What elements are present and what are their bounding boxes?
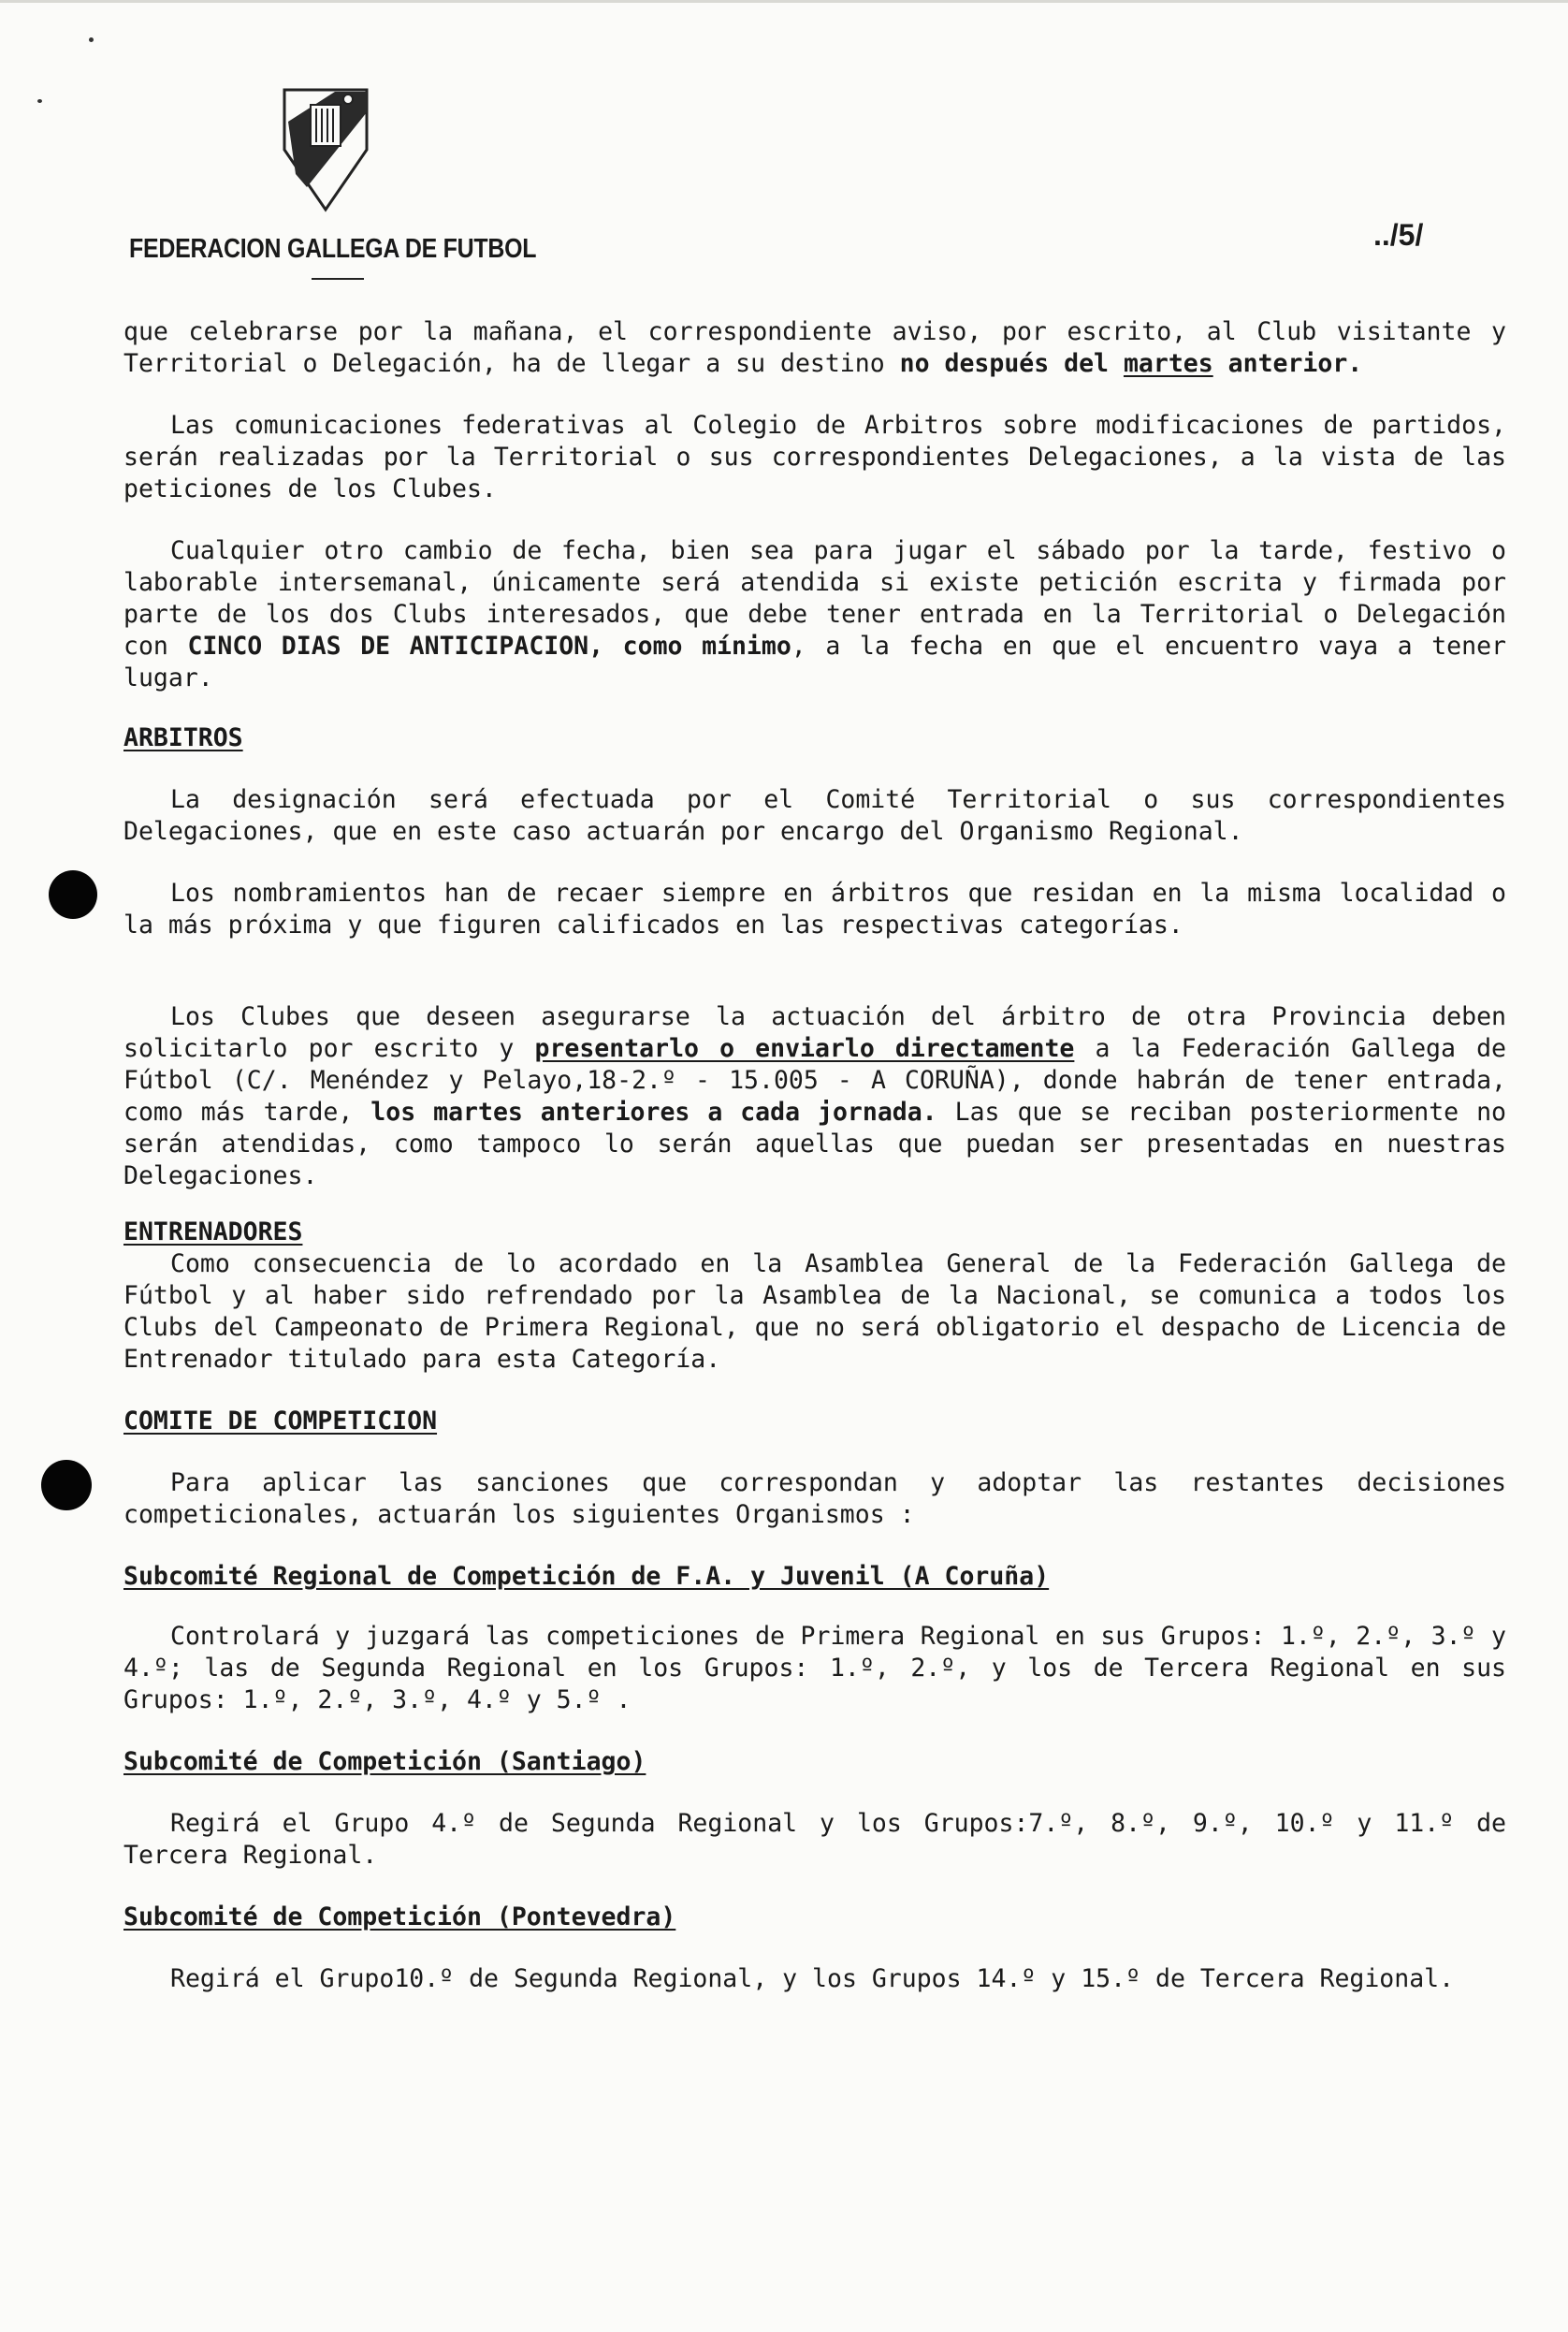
bold-text: no después del	[899, 349, 1124, 378]
paragraph-subcomite-santiago: Regirá el Grupo 4.º de Segunda Regional y los Grupos:7.º, 8.º, 9.º, 10.º y 11.º de Tercera Regional.	[123, 1809, 1506, 1870]
paragraph-designacion: La designación será efectuada por el Comité Territorial o sus correspondientes Delegaciones, que en este caso actuarán por encargo del Organismo Regional.	[123, 785, 1506, 846]
organization-name: FEDERACION GALLEGA DE FUTBOL	[129, 234, 537, 264]
text: , a la fecha en que el encuentro vaya a tener lugar.	[123, 632, 1506, 692]
scan-speck	[37, 99, 42, 103]
bold-text: los martes anteriores a cada jornada.	[370, 1098, 937, 1127]
paragraph-clubes	[123, 1001, 1506, 1192]
bold-underlined-text: presentarlo o enviarlo directamente	[534, 1034, 1075, 1063]
heading-entrenadores: ENTRENADORES	[123, 1217, 303, 1246]
bold-underlined-text: martes	[1123, 349, 1213, 378]
heading-arbitros: ARBITROS	[123, 723, 243, 752]
heading-subcomite-coruna: Subcomité Regional de Competición de F.A. y Juvenil (A Coruña)	[123, 1562, 1050, 1591]
paragraph-entrenadores: Como consecuencia de lo acordado en la Asamblea General de la Federación Gallega de Fútbol y al haber sido refrendado por la Asamblea de la Nacional, se comunica a todos los Clubs del Campeonato de Primera Regional, que no será obligatorio el despacho de Licencia de Entrenador titulado para esta Categoría.	[123, 1249, 1506, 1374]
paragraph-nombramientos: Los nombramientos han de recaer siempre en árbitros que residan en la misma localidad o la más próxima y que figuren calificados en las respectivas categorías.	[123, 879, 1506, 940]
heading-comite-competicion: COMITE DE COMPETICION	[123, 1406, 438, 1436]
text: Los Clubes que deseen asegurarse la actuación del árbitro de otra Provincia deben solicitarlo por escrito y	[123, 1002, 1506, 1063]
paragraph-comunicaciones: Las comunicaciones federativas al Colegio de Arbitros sobre modificaciones de partidos, serán realizadas por la Territorial o sus correspondientes Delegaciones, a la vista de las peticiones de los Clubes.	[123, 411, 1506, 503]
text: Las que se reciban posteriormente no serán atendidas, como tampoco lo serán aquellas que puedan ser presentadas en nuestras Delegaciones.	[123, 1098, 1507, 1190]
document-body	[123, 316, 1506, 1995]
bold-text: anterior.	[1212, 349, 1363, 378]
text: que celebrarse por la mañana, el correspondiente aviso, por escrito, al Club visitante y Territorial o Delegación, ha de llegar a su destino	[123, 317, 1506, 378]
scan-speck	[89, 37, 94, 42]
scan-top-edge	[0, 0, 1568, 3]
paragraph-sanciones: Para aplicar las sanciones que correspondan y adoptar las restantes decisiones competicionales, actuarán los siguientes Organismos :	[123, 1468, 1506, 1529]
header-rule	[312, 278, 364, 280]
paragraph-subcomite-pontevedra: Regirá el Grupo10.º de Segunda Regional, y los Grupos 14.º y 15.º de Tercera Regional.	[170, 1964, 1455, 1993]
punch-hole-upper	[49, 870, 97, 919]
paragraph-aviso	[123, 316, 1506, 380]
text: a la Federación Gallega de Fútbol (C/. Menéndez y Pelayo,18-2.º - 15.005 - A CORUÑA), donde habrán de tener entrada, como más tarde,	[123, 1034, 1506, 1127]
page-marker: ../5/	[1373, 218, 1424, 252]
text: Cualquier otro cambio de fecha, bien sea para jugar el sábado por la tarde, festivo o laborable intersemanal, únicamente será atendida si existe petición escrita y firmada por parte de los dos Clubs interesados, que debe tener entrada en la Territorial o Delegación con	[123, 536, 1506, 661]
paragraph-subcomite-coruna: Controlará y juzgará las competiciones de Primera Regional en sus Grupos: 1.º, 2.º, 3.º y 4.º; las de Segunda Regional en los Grupos: 1.º, 2.º, y los de Tercera Regional en sus Grupos: 1.º, 2.º, 3.º, 4.º y 5.º .	[123, 1622, 1506, 1714]
heading-subcomite-pontevedra: Subcomité de Competición (Pontevedra)	[123, 1902, 676, 1931]
bold-text: CINCO DIAS DE ANTICIPACION, como mínimo	[187, 632, 791, 661]
paragraph-cambio-fecha	[123, 535, 1506, 694]
heading-subcomite-santiago: Subcomité de Competición (Santiago)	[123, 1747, 646, 1776]
federation-shield-logo	[279, 84, 372, 215]
punch-hole-lower	[41, 1460, 92, 1510]
